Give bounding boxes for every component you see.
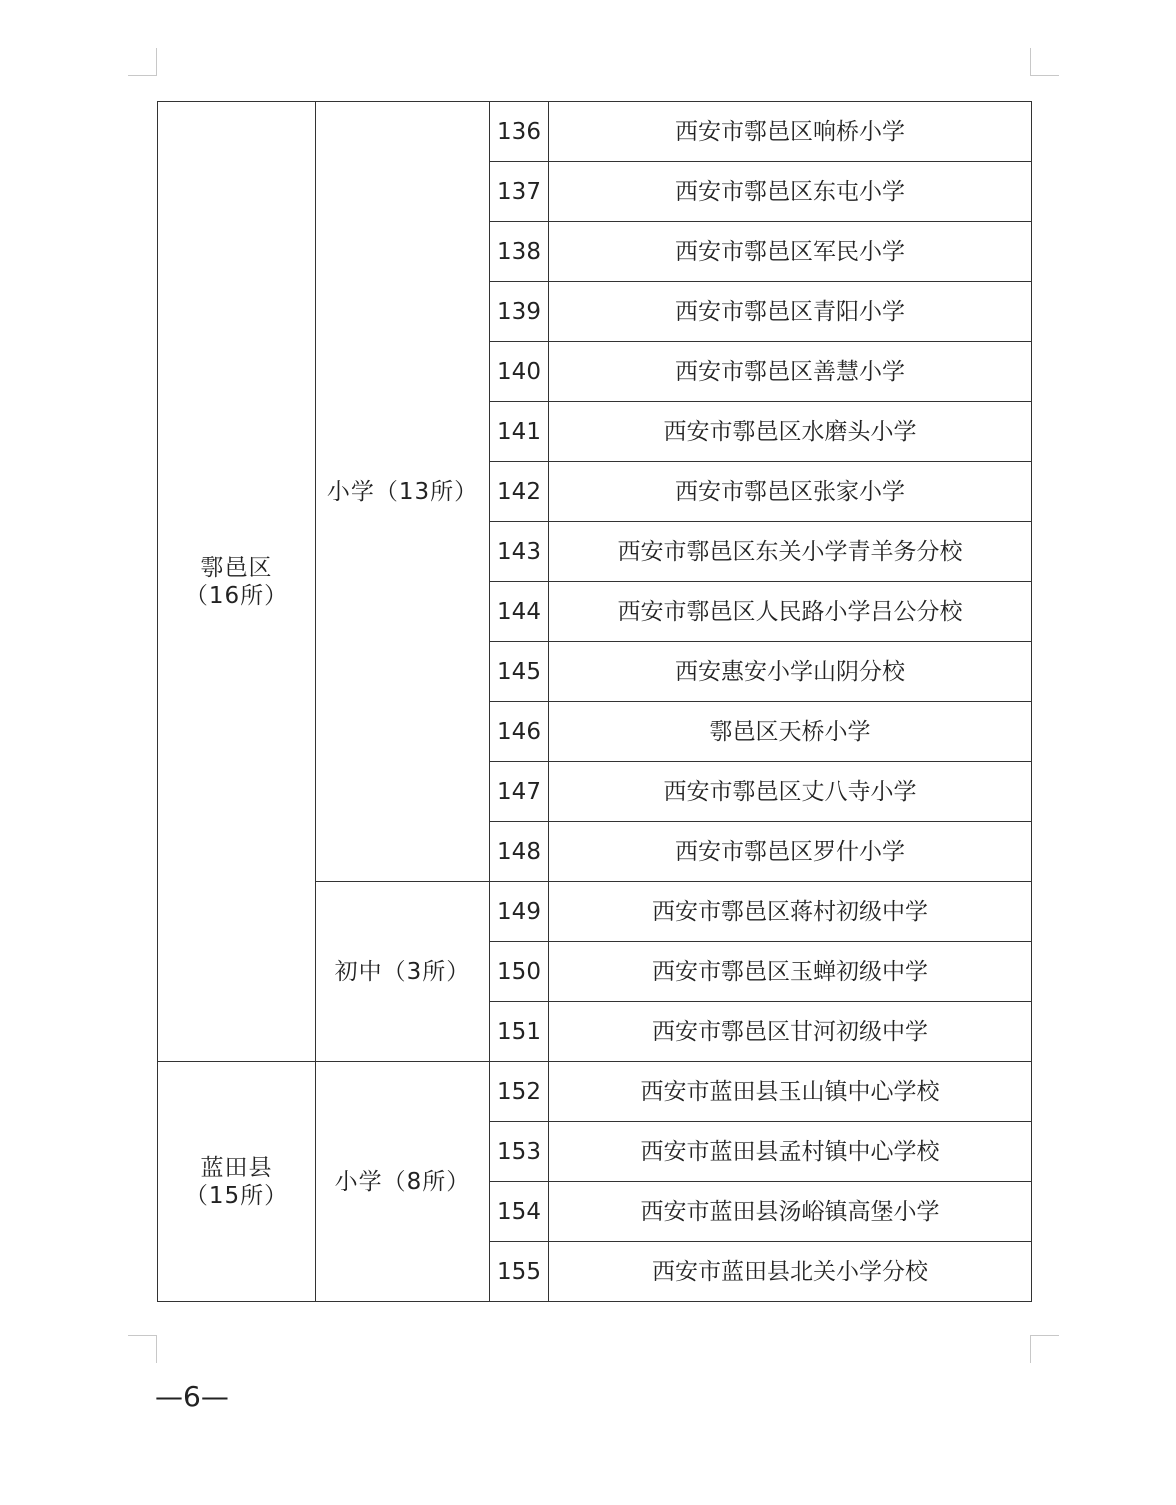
school-name: 西安市鄠邑区玉蝉初级中学 bbox=[549, 942, 1032, 1002]
row-number: 148 bbox=[490, 822, 549, 882]
row-number: 152 bbox=[490, 1062, 549, 1122]
school-name: 鄠邑区天桥小学 bbox=[549, 702, 1032, 762]
crop-mark-top-right-v bbox=[1030, 48, 1031, 76]
school-name: 西安市鄠邑区善慧小学 bbox=[549, 342, 1032, 402]
school-name: 西安市蓝田县玉山镇中心学校 bbox=[549, 1062, 1032, 1122]
school-name: 西安市鄠邑区响桥小学 bbox=[549, 102, 1032, 162]
row-number: 143 bbox=[490, 522, 549, 582]
crop-mark-bottom-right-h bbox=[1030, 1335, 1059, 1336]
row-number: 155 bbox=[490, 1242, 549, 1302]
page-number: —6— bbox=[155, 1380, 229, 1413]
crop-mark-top-left-v bbox=[156, 48, 157, 76]
row-number: 139 bbox=[490, 282, 549, 342]
row-number: 153 bbox=[490, 1122, 549, 1182]
row-number: 150 bbox=[490, 942, 549, 1002]
crop-mark-bottom-left-h bbox=[128, 1335, 157, 1336]
school-level-cell: 小学（13所） bbox=[316, 102, 490, 882]
row-number: 146 bbox=[490, 702, 549, 762]
district-name: 蓝田县 bbox=[200, 1154, 273, 1181]
row-number: 147 bbox=[490, 762, 549, 822]
school-name: 西安市鄠邑区水磨头小学 bbox=[549, 402, 1032, 462]
row-number: 151 bbox=[490, 1002, 549, 1062]
crop-mark-bottom-left-v bbox=[156, 1335, 157, 1363]
school-name: 西安市鄠邑区东屯小学 bbox=[549, 162, 1032, 222]
school-level-cell: 小学（8所） bbox=[316, 1062, 490, 1302]
school-name: 西安市鄠邑区蒋村初级中学 bbox=[549, 882, 1032, 942]
district-count: （16所） bbox=[184, 582, 289, 609]
row-number: 145 bbox=[490, 642, 549, 702]
row-number: 140 bbox=[490, 342, 549, 402]
school-table-body bbox=[158, 102, 1032, 1302]
district-name: 鄠邑区 bbox=[200, 554, 273, 581]
school-name: 西安市蓝田县孟村镇中心学校 bbox=[549, 1122, 1032, 1182]
school-name: 西安市蓝田县北关小学分校 bbox=[549, 1242, 1032, 1302]
district-cell bbox=[158, 102, 316, 1062]
row-number: 141 bbox=[490, 402, 549, 462]
school-name: 西安市鄠邑区甘河初级中学 bbox=[549, 1002, 1032, 1062]
school-name: 西安惠安小学山阴分校 bbox=[549, 642, 1032, 702]
table-row bbox=[158, 102, 1032, 162]
school-name: 西安市蓝田县汤峪镇高堡小学 bbox=[549, 1182, 1032, 1242]
crop-mark-top-right-h bbox=[1030, 75, 1059, 76]
school-name: 西安市鄠邑区丈八寺小学 bbox=[549, 762, 1032, 822]
row-number: 138 bbox=[490, 222, 549, 282]
row-number: 144 bbox=[490, 582, 549, 642]
district-count: （15所） bbox=[184, 1182, 289, 1209]
school-table bbox=[157, 101, 1032, 1302]
school-name: 西安市鄠邑区人民路小学吕公分校 bbox=[549, 582, 1032, 642]
table-row bbox=[158, 1062, 1032, 1122]
school-name: 西安市鄠邑区青阳小学 bbox=[549, 282, 1032, 342]
row-number: 154 bbox=[490, 1182, 549, 1242]
crop-mark-bottom-right-v bbox=[1030, 1335, 1031, 1363]
school-name: 西安市鄠邑区罗什小学 bbox=[549, 822, 1032, 882]
row-number: 149 bbox=[490, 882, 549, 942]
school-name: 西安市鄠邑区东关小学青羊务分校 bbox=[549, 522, 1032, 582]
crop-mark-top-left-h bbox=[128, 75, 157, 76]
school-level-cell: 初中（3所） bbox=[316, 882, 490, 1062]
row-number: 137 bbox=[490, 162, 549, 222]
school-name: 西安市鄠邑区张家小学 bbox=[549, 462, 1032, 522]
district-cell bbox=[158, 1062, 316, 1302]
row-number: 142 bbox=[490, 462, 549, 522]
school-name: 西安市鄠邑区军民小学 bbox=[549, 222, 1032, 282]
row-number: 136 bbox=[490, 102, 549, 162]
